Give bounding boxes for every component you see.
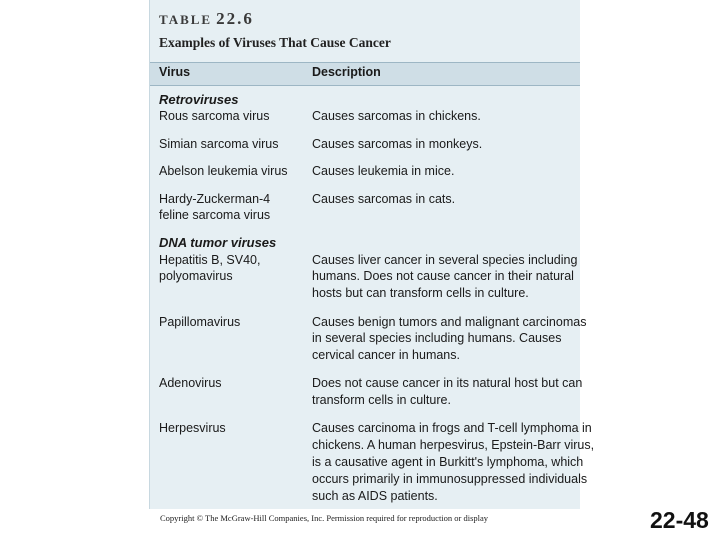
group-label-dna-tumor-viruses: DNA tumor viruses (159, 235, 277, 250)
table-row-description: in several species including humans. Causes (312, 331, 562, 345)
table-row-description: Causes sarcomas in cats. (312, 192, 456, 206)
table-row-virus: Hardy-Zuckerman-4 (159, 192, 271, 206)
table-row-description: Causes leukemia in mice. (312, 164, 455, 178)
table-row-description: transform cells in culture. (312, 393, 451, 407)
table-row-description: is a causative agent in Burkitt's lymphoma, which (312, 455, 584, 469)
table-row-virus: Rous sarcoma virus (159, 109, 270, 123)
table-row-virus: Herpesvirus (159, 421, 226, 435)
column-header-virus: Virus (159, 65, 191, 79)
table-row-virus: Adenovirus (159, 376, 222, 390)
table-label (159, 9, 254, 29)
copyright-notice: Copyright © The McGraw-Hill Companies, Inc. Permission required for reproduction or display (160, 513, 489, 523)
column-header-description: Description (312, 65, 381, 79)
table-label-word: TABLE (159, 12, 213, 27)
table-row-description: Causes sarcomas in monkeys. (312, 137, 483, 151)
table-row-description: Causes carcinoma in frogs and T-cell lymphoma in (312, 421, 592, 435)
table-row-virus: Papillomavirus (159, 315, 241, 329)
table-row-description: humans. Does not cause cancer in their natural (312, 269, 574, 283)
table-row-description: Causes sarcomas in chickens. (312, 109, 481, 123)
table-row-virus: Abelson leukemia virus (159, 164, 288, 178)
table-row-description: such as AIDS patients. (312, 489, 438, 503)
slide-number: 22-48 (650, 507, 709, 533)
table-row-description: cervical cancer in humans. (312, 348, 460, 362)
table-row-virus: Hepatitis B, SV40, (159, 253, 261, 267)
table-row-virus: Simian sarcoma virus (159, 137, 279, 151)
table-row-description: Causes benign tumors and malignant carcinomas (312, 315, 587, 329)
table-row-virus: feline sarcoma virus (159, 208, 271, 222)
table-panel (149, 0, 595, 509)
table-row-description: Causes liver cancer in several species including (312, 253, 578, 267)
table-title: Examples of Viruses That Cause Cancer (159, 35, 391, 50)
table-label-number: 22.6 (216, 9, 254, 28)
table-row-description: Does not cause cancer in its natural host but can (312, 376, 583, 390)
table-row-description: chickens. A human herpesvirus, Epstein-Barr virus, (312, 438, 595, 452)
table-row-description: occurs primarily in immunosuppressed individuals (312, 472, 588, 486)
table-row-virus: polyomavirus (159, 269, 233, 283)
table-row-description: hosts but can transform cells in culture. (312, 286, 529, 300)
group-label-retroviruses: Retroviruses (159, 92, 239, 107)
